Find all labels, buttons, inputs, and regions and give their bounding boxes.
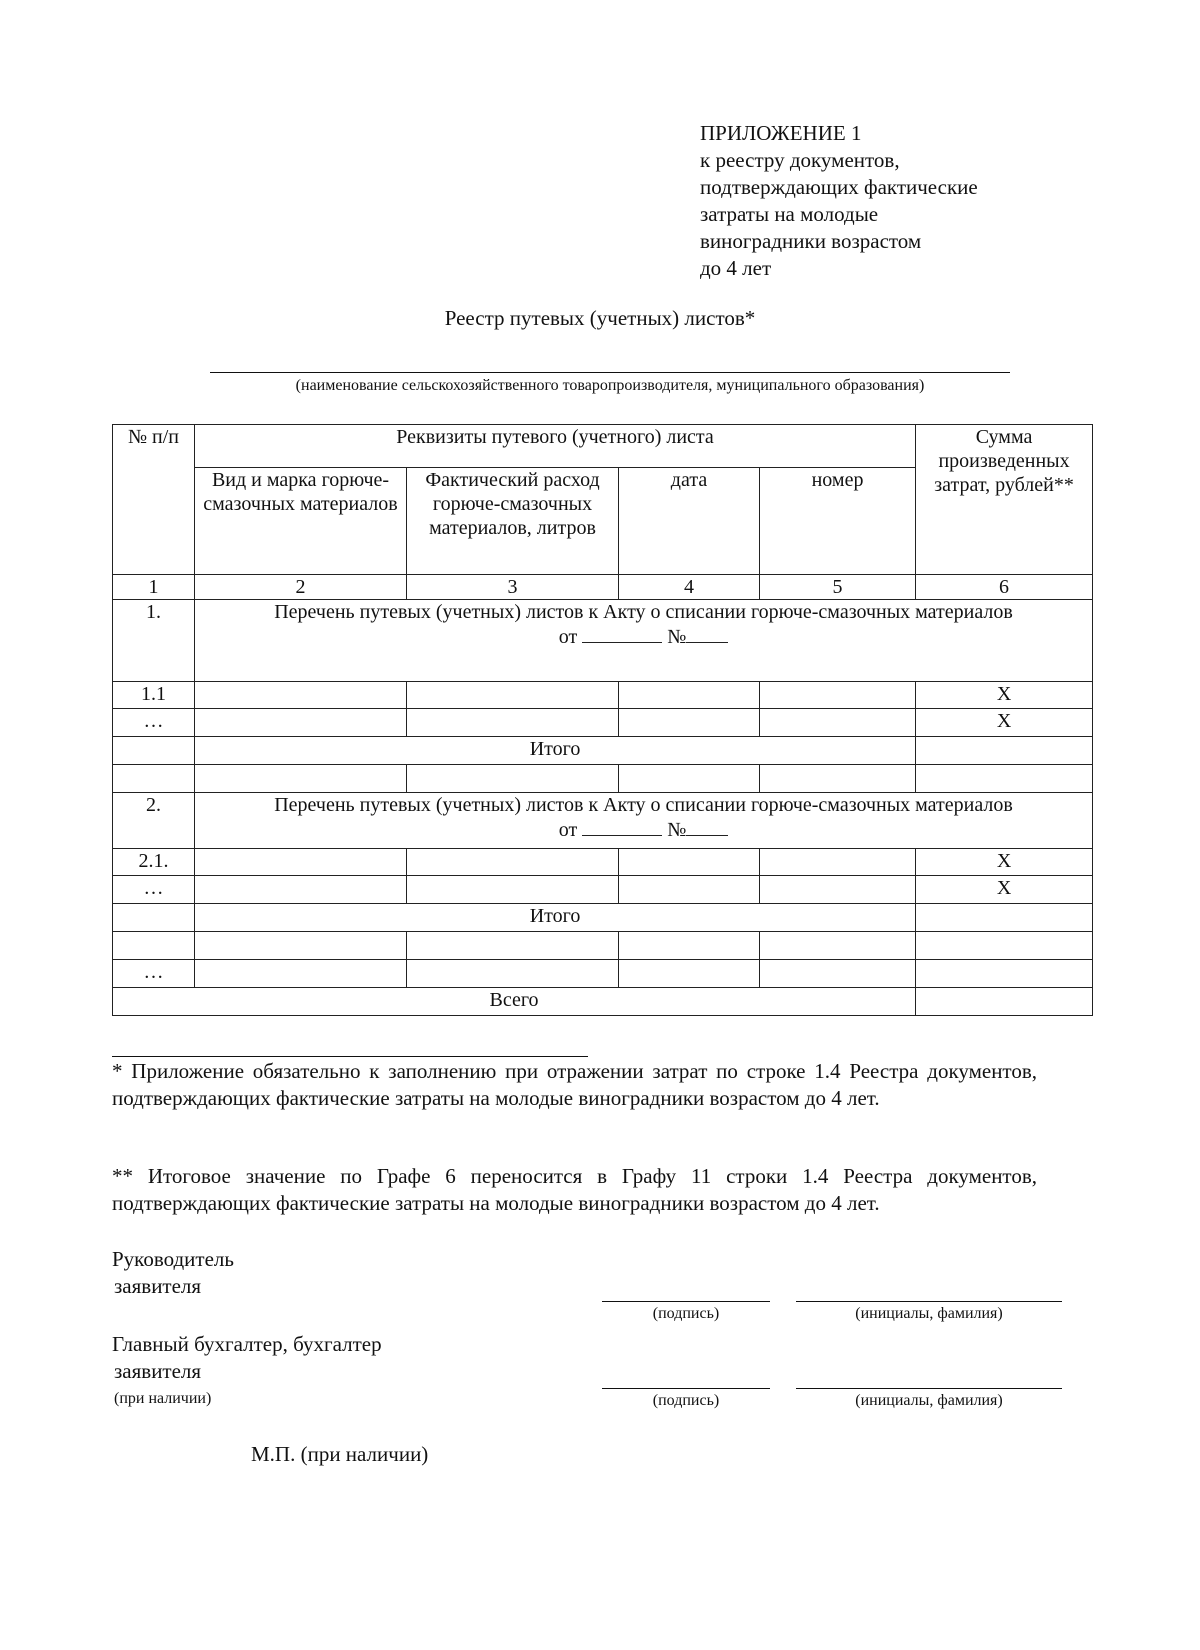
cell-date[interactable] <box>619 765 760 793</box>
cell-sum-mark: Х <box>916 709 1093 737</box>
cell-date[interactable] <box>619 932 760 960</box>
appendix-line: подтверждающих фактические <box>700 175 978 199</box>
org-name-caption: (наименование сельскохозяйственного товаропроизводителя, муниципального образования) <box>295 377 925 394</box>
cell-date[interactable] <box>619 960 760 988</box>
column-number: 2 <box>195 575 407 600</box>
section-title-cell <box>195 793 1093 849</box>
accountant-name-caption: (инициалы, фамилия) <box>855 1392 1003 1409</box>
cell-fuel-type[interactable] <box>195 682 407 709</box>
accountant-label <box>112 1331 382 1412</box>
column-number: 6 <box>916 575 1093 600</box>
cell-fuel-consumption[interactable] <box>407 932 619 960</box>
accountant-signature-line[interactable] <box>602 1388 770 1389</box>
cell-fuel-consumption[interactable] <box>407 849 619 876</box>
accountant-note: (при наличии) <box>114 1390 212 1407</box>
cell-sum-mark: Х <box>916 849 1093 876</box>
appendix-line: ПРИЛОЖЕНИЕ 1 <box>700 121 862 145</box>
org-name-line[interactable] <box>210 372 1010 373</box>
total-sum[interactable] <box>916 737 1093 765</box>
section-number: 1. <box>113 600 195 682</box>
cell-sum[interactable] <box>916 960 1093 988</box>
cell-number[interactable] <box>760 932 916 960</box>
accountant-label-line1: Главный бухгалтер, бухгалтер <box>112 1332 382 1356</box>
appendix-line: до 4 лет <box>700 256 772 280</box>
section-number: 2. <box>113 793 195 849</box>
total-label: Итого <box>195 904 916 932</box>
head-signature-caption: (подпись) <box>652 1305 720 1322</box>
cell-number[interactable] <box>760 849 916 876</box>
cell-fuel-type[interactable] <box>195 932 407 960</box>
cell-fuel-consumption[interactable] <box>407 682 619 709</box>
cell-date[interactable] <box>619 709 760 737</box>
header-fuel-type: Вид и марка горюче-смазочных материалов <box>195 468 407 575</box>
act-date-blank[interactable] <box>582 624 662 643</box>
section-title-cell <box>195 600 1093 682</box>
cell-fuel-type[interactable] <box>195 709 407 737</box>
head-label-line1: Руководитель <box>112 1247 234 1271</box>
table-row <box>113 682 1093 709</box>
cell-date[interactable] <box>619 849 760 876</box>
grand-total-label: Всего <box>113 988 916 1016</box>
act-from-label: от <box>558 626 578 648</box>
cell-date[interactable] <box>619 682 760 709</box>
row-number: … <box>113 709 195 737</box>
appendix-line: затраты на молодые <box>700 202 879 226</box>
act-reference <box>199 624 1088 649</box>
row-number <box>113 765 195 793</box>
cell-sum-mark: Х <box>916 682 1093 709</box>
act-no-label: № <box>667 819 687 841</box>
row-number: … <box>113 876 195 904</box>
grand-total-sum[interactable] <box>916 988 1093 1016</box>
cell-fuel-consumption[interactable] <box>407 765 619 793</box>
header-sum: Сумма произведенных затрат, рублей** <box>916 425 1093 575</box>
act-no-label: № <box>667 626 687 648</box>
total-row-number <box>113 904 195 932</box>
table-row <box>113 765 1093 793</box>
act-number-blank[interactable] <box>686 817 728 836</box>
table-row <box>113 932 1093 960</box>
cell-number[interactable] <box>760 682 916 709</box>
row-number <box>113 932 195 960</box>
table-row <box>113 960 1093 988</box>
head-name-caption: (инициалы, фамилия) <box>855 1305 1003 1322</box>
header-date: дата <box>619 468 760 575</box>
cell-fuel-type[interactable] <box>195 765 407 793</box>
table-row <box>113 709 1093 737</box>
section-title: Перечень путевых (учетных) листов к Акту о списании горюче-смазочных материалов <box>274 601 1013 623</box>
row-number: 2.1. <box>113 849 195 876</box>
cell-number[interactable] <box>760 765 916 793</box>
act-reference <box>199 817 1088 842</box>
register-table <box>112 424 1093 1016</box>
header-number: номер <box>760 468 916 575</box>
cell-fuel-consumption[interactable] <box>407 709 619 737</box>
document-title: Реестр путевых (учетных) листов* <box>444 306 756 330</box>
cell-date[interactable] <box>619 876 760 904</box>
section-title: Перечень путевых (учетных) листов к Акту о списании горюче-смазочных материалов <box>274 794 1013 816</box>
grand-total-row <box>113 988 1093 1016</box>
accountant-label-line2: заявителя <box>114 1359 202 1383</box>
header-fuel-consumption: Фактический расход горюче-смазочных материалов, литров <box>407 468 619 575</box>
column-number: 5 <box>760 575 916 600</box>
appendix-header <box>700 120 978 282</box>
stamp-place: М.П. (при наличии) <box>251 1442 429 1466</box>
cell-fuel-type[interactable] <box>195 849 407 876</box>
head-label <box>112 1246 234 1300</box>
act-from-label: от <box>558 819 578 841</box>
row-number: … <box>113 960 195 988</box>
cell-sum-mark: Х <box>916 876 1093 904</box>
column-number: 1 <box>113 575 195 600</box>
total-row <box>113 737 1093 765</box>
row-number: 1.1 <box>113 682 195 709</box>
total-row-number <box>113 737 195 765</box>
table-row <box>113 849 1093 876</box>
total-sum[interactable] <box>916 904 1093 932</box>
cell-sum[interactable] <box>916 932 1093 960</box>
footnote-separator <box>112 1056 588 1057</box>
head-name-line[interactable] <box>796 1301 1062 1302</box>
cell-fuel-type[interactable] <box>195 876 407 904</box>
head-label-line2: заявителя <box>114 1274 202 1298</box>
cell-number[interactable] <box>760 960 916 988</box>
table-row <box>113 876 1093 904</box>
column-number: 4 <box>619 575 760 600</box>
footnote-2: ** Итоговое значение по Графе 6 переносится в Графу 11 строки 1.4 Реестра документов, подтверждающих фактические затраты на молодые виноградники возрастом до 4 лет. <box>112 1164 1037 1215</box>
cell-number[interactable] <box>760 876 916 904</box>
footnote-1: * Приложение обязательно к заполнению при отражении затрат по строке 1.4 Реестра документов, подтверждающих фактические затраты на молодые виноградники возрастом до 4 лет. <box>112 1059 1037 1110</box>
header-no: № п/п <box>113 425 195 575</box>
appendix-line: к реестру документов, <box>700 148 900 172</box>
total-label: Итого <box>195 737 916 765</box>
act-date-blank[interactable] <box>582 817 662 836</box>
accountant-signature-caption: (подпись) <box>652 1392 720 1409</box>
act-number-blank[interactable] <box>686 624 728 643</box>
appendix-line: виноградники возрастом <box>700 229 922 253</box>
cell-sum[interactable] <box>916 765 1093 793</box>
total-row <box>113 904 1093 932</box>
cell-number[interactable] <box>760 709 916 737</box>
cell-fuel-consumption[interactable] <box>407 876 619 904</box>
accountant-name-line[interactable] <box>796 1388 1062 1389</box>
header-requisites: Реквизиты путевого (учетного) листа <box>195 425 916 468</box>
cell-fuel-consumption[interactable] <box>407 960 619 988</box>
cell-fuel-type[interactable] <box>195 960 407 988</box>
head-signature-line[interactable] <box>602 1301 770 1302</box>
column-number: 3 <box>407 575 619 600</box>
